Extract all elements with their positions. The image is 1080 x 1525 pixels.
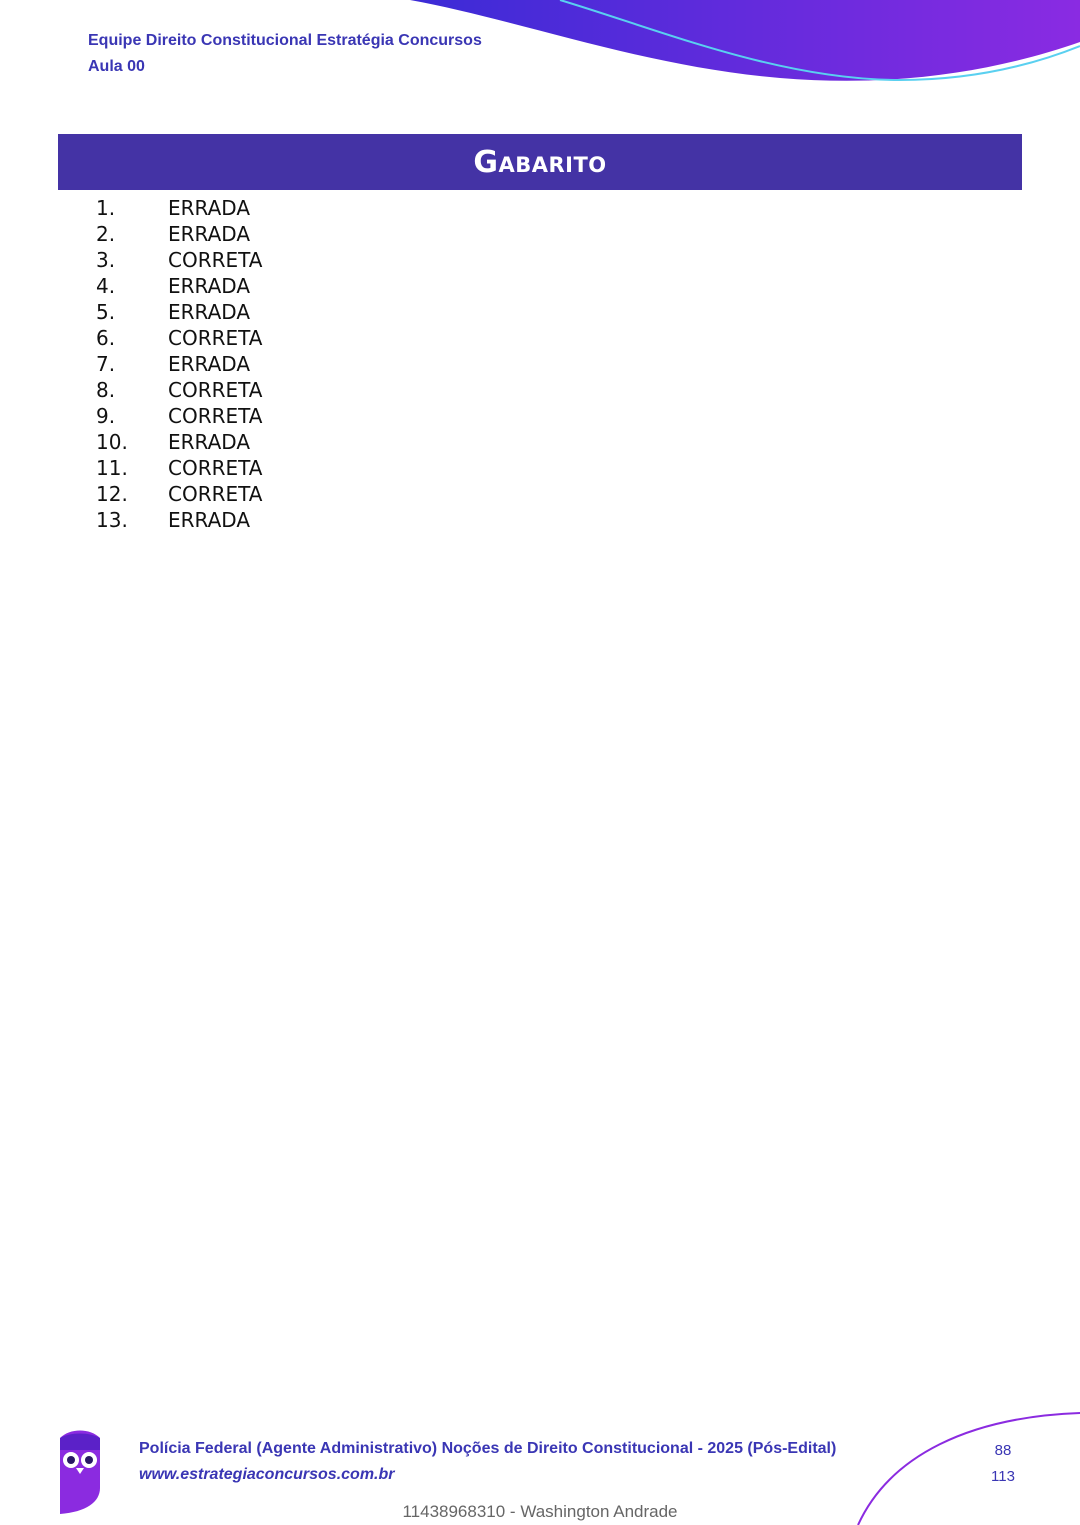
answer-number: 9. [96, 404, 116, 428]
page-current: 88 [994, 1442, 1012, 1459]
answer-item [96, 273, 262, 299]
answer-item [96, 507, 262, 533]
answer-item [96, 299, 262, 325]
answer-value: ERRADA [168, 300, 251, 324]
answer-number: 2. [96, 222, 116, 246]
answer-value: ERRADA [168, 196, 251, 220]
answer-number: 1. [96, 196, 116, 220]
answer-item [96, 403, 262, 429]
answer-number: 10. [96, 430, 128, 454]
answer-item [96, 325, 262, 351]
answer-item [96, 221, 262, 247]
answer-value: CORRETA [168, 248, 263, 272]
answer-number: 8. [96, 378, 116, 402]
answer-value: CORRETA [168, 404, 263, 428]
header-team: Equipe Direito Constitucional Estratégia Concursos [88, 32, 482, 49]
answer-number: 4. [96, 274, 116, 298]
footer-course-title: Polícia Federal (Agente Administrativo) Noções de Direito Constitucional - 2025 (Pós-Edital) [139, 1440, 837, 1457]
answer-value: ERRADA [168, 430, 251, 454]
answer-value: ERRADA [168, 352, 251, 376]
page-header [88, 28, 482, 80]
answer-number: 11. [96, 456, 128, 480]
page-total: 113 [991, 1468, 1015, 1485]
answer-key-list [96, 195, 262, 533]
answer-value: ERRADA [168, 274, 251, 298]
answer-number: 7. [96, 352, 116, 376]
answer-value: CORRETA [168, 378, 263, 402]
header-lesson: Aula 00 [88, 58, 145, 75]
answer-value: CORRETA [168, 482, 263, 506]
answer-value: CORRETA [168, 326, 263, 350]
answer-item [96, 351, 262, 377]
answer-item [96, 247, 262, 273]
answer-value: CORRETA [168, 456, 263, 480]
banner-title: Gabarito [473, 144, 607, 180]
answer-number: 6. [96, 326, 116, 350]
answer-number: 12. [96, 482, 128, 506]
answer-item [96, 377, 262, 403]
answer-number: 13. [96, 508, 128, 532]
answer-value: ERRADA [168, 508, 251, 532]
answer-item [96, 455, 262, 481]
answer-item [96, 481, 262, 507]
footer-website-link[interactable]: www.estrategiaconcursos.com.br [139, 1466, 395, 1483]
answer-number: 5. [96, 300, 116, 324]
answer-item [96, 429, 262, 455]
answer-number: 3. [96, 248, 116, 272]
section-banner [58, 134, 1022, 190]
answer-item [96, 195, 262, 221]
footer-user-id: 11438968310 - Washington Andrade [402, 1502, 678, 1521]
answer-value: ERRADA [168, 222, 251, 246]
